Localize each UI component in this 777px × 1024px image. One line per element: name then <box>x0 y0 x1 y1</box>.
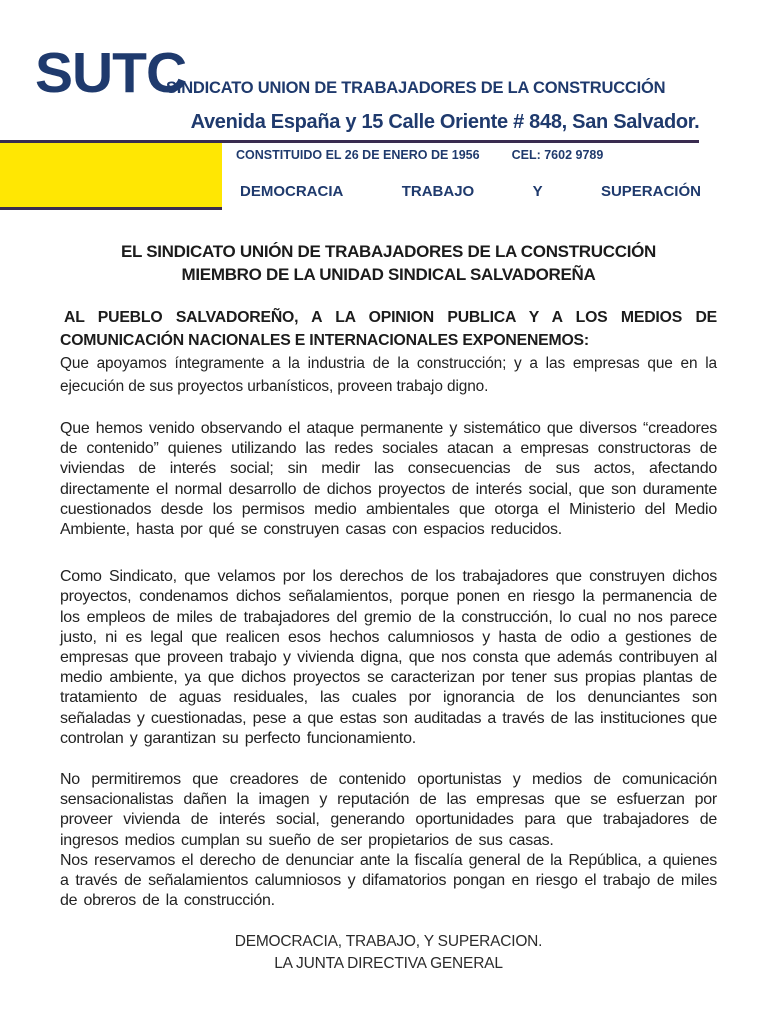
yellow-banner <box>0 143 222 210</box>
motto-word: Y <box>532 183 543 200</box>
body-paragraph-2: Que hemos venido observando el ataque permanente y sistemático que diversos “creadores de contenido” quienes utilizando las redes sociales atacan a empresas constructoras de viviendas de interés social; sin medir las consecuencias de sus actos, afectando directamente el normal desarrollo de dichos proyectos de interés social, que son duramente cuestionados desde los permisos medio ambientales que otorga el Ministerio del Medio Ambiente, hasta por qué se construyen casas con espacios reducidos. <box>60 420 717 539</box>
constituted-row <box>236 148 696 162</box>
body-paragraph-5: Nos reservamos el derecho de denunciar ante la fiscalía general de la República, a quienes a través de señalamientos calumniosos y difamatorios pongan en riesgo el trabajo de miles de obreros de la construcción. <box>60 851 717 910</box>
motto-word: TRABAJO <box>401 183 475 200</box>
phone-number: CEL: 7602 9789 <box>511 148 604 162</box>
constituted-date: CONSTITUIDO EL 26 DE ENERO DE 1956 <box>236 148 480 162</box>
org-logo: SUTC <box>35 41 187 105</box>
motto-word: DEMOCRACIA <box>240 183 344 200</box>
document-title-line2: MIEMBRO DE LA UNIDAD SINDICAL SALVADOREÑA <box>181 264 596 284</box>
org-address: Avenida España y 15 Calle Oriente # 848, San Salvador. <box>190 111 700 133</box>
body-paragraph-1: Que apoyamos íntegramente a la industria de la construcción; y a las empresas que en la ejecución de sus proyectos urbanísticos, proveen trabajo digno. <box>60 355 717 395</box>
document-title <box>60 241 717 286</box>
closing-block <box>60 931 717 975</box>
motto-word: SUPERACIÓN <box>600 183 701 200</box>
letter-body <box>60 241 717 975</box>
motto-row <box>240 183 701 200</box>
salutation-paragraph: AL PUEBLO SALVADOREÑO, A LA OPINION PUBLICA Y A LOS MEDIOS DE COMUNICACIÓN NACIONALES E INTERNACIONALES EXPONENEMOS: <box>60 309 717 349</box>
closing-motto: DEMOCRACIA, TRABAJO, Y SUPERACION. <box>234 933 543 951</box>
document-title-line1: EL SINDICATO UNIÓN DE TRABAJADORES DE LA CONSTRUCCIÓN <box>120 242 657 261</box>
body-paragraph-4: No permitiremos que creadores de contenido oportunistas y medios de comunicación sensacionalistas dañen la imagen y reputación de las empresas que se esfuerzan por proveer vivienda de interés social, generando oportunidades para que trabajadores de ingresos medios cumplan su sueño de ser propietarios de sus casas. <box>60 771 717 849</box>
org-name: SINDICATO UNION DE TRABAJADORES DE LA CONSTRUCCIÓN <box>166 79 666 97</box>
body-paragraph-3: Como Sindicato, que velamos por los derechos de los trabajadores que construyen dichos proyectos, condenamos dichos señalamientos, porque ponen en riesgo la permanencia de los empleos de miles de trabajadores del gremio de la construcción, lo cual no nos parece justo, ni es legal que realicen esos hechos calumniosos y hasta de odio a gestiones de empresas que proveen trabajo y vivienda digna, que nos consta que además contribuyen al medio ambiente, ya que dichos proyectos se caracterizan por tener sus propias plantas de tratamiento de aguas residuales, las cuales por ignorancia de los denunciantes son señaladas y cuestionadas, pese a que estas son auditadas a través de las instituciones que controlan y garantizan su perfecto funcionamiento. <box>60 568 717 747</box>
closing-signature: LA JUNTA DIRECTIVA GENERAL <box>274 955 503 973</box>
